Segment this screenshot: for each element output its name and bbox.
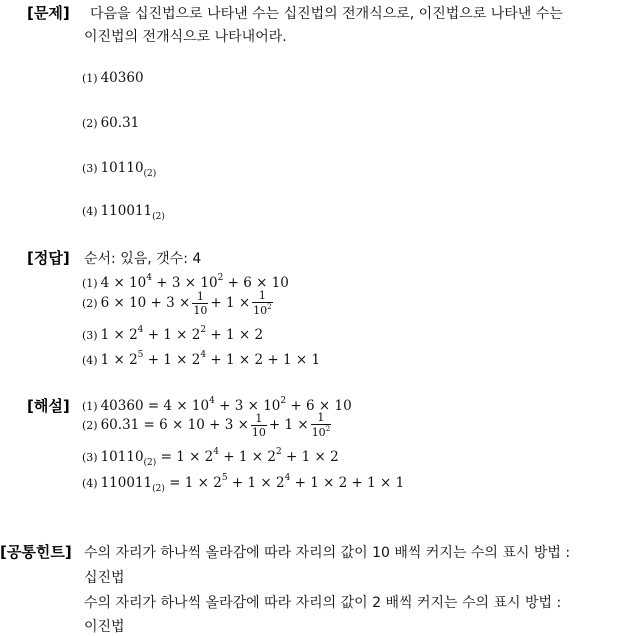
problem-tag: [문제] bbox=[27, 4, 70, 22]
answer-item-1: (1) $4 \times 10^4 + 3 \times 10^2 + 6 \times 10$ bbox=[82, 273, 289, 291]
hint-tag: [공통힌트] bbox=[0, 543, 72, 561]
answer-tag: [정답] bbox=[27, 249, 70, 267]
problem-item-1: (1) 40360 bbox=[82, 70, 144, 86]
hint-line2b: 이진법 bbox=[84, 619, 125, 635]
fraction: $\frac{1}{10}$ bbox=[251, 411, 266, 439]
answer-item-3: (3) $1 \times 2^4 + 1 \times 2^2 + 1 \times 2$ bbox=[82, 325, 264, 343]
fraction: $\frac{1}{10^2}$ bbox=[253, 289, 272, 318]
problem-item-3: (3) $10110_{(2)}$ bbox=[82, 160, 157, 179]
answer-meta: 순서: 있음, 갯수: 4 bbox=[84, 251, 202, 267]
hint-line1b: 십진법 bbox=[84, 570, 125, 586]
problem-item-4: (4) $110011_{(2)}$ bbox=[82, 203, 165, 222]
solution-tag: [해설] bbox=[27, 397, 70, 415]
answer-item-2: (2) 6 × 10 + 3 × $\frac{1}{10}$ + 1 × $\frac{1}{10^2}$ bbox=[82, 289, 272, 318]
solution-item-3: (3) $10110_{(2)} = 1 \times 2^4 + 1 \times 2^2 + 1 \times 2$ bbox=[82, 447, 339, 468]
answer-item-4: (4) $1 \times 2^5 + 1 \times 2^4 + 1 \times 2 + 1 \times 1$ bbox=[82, 350, 321, 368]
solution-item-1: (1) $40360 = 4 \times 10^4 + 3 \times 10^2 + 6 \times 10$ bbox=[82, 396, 352, 414]
solution-item-2: (2) 60.31 = 6 × 10 + 3 × $\frac{1}{10}$ + 1 × $\frac{1}{10^2}$ bbox=[82, 411, 331, 440]
problem-item-2: (2) 60.31 bbox=[82, 115, 140, 131]
fraction: $\frac{1}{10}$ bbox=[193, 289, 208, 317]
solution-item-4: (4) $110011_{(2)} = 1 \times 2^5 + 1 \times 2^4 + 1 \times 2 + 1 \times 1$ bbox=[82, 473, 405, 494]
fraction: $\frac{1}{10^2}$ bbox=[311, 411, 331, 440]
problem-text-line2: 이진법의 전개식으로 나타내어라. bbox=[84, 29, 287, 45]
problem-text-line1: 다음을 십진법으로 나타낸 수는 십진법의 전개식으로, 이진법으로 나타낸 수는 bbox=[90, 6, 563, 22]
hint-line2a: 수의 자리가 하나씩 올라감에 따라 자리의 값이 2 배씩 커지는 수의 표시 방법 : bbox=[84, 595, 562, 611]
hint-line1a: 수의 자리가 하나씩 올라감에 따라 자리의 값이 10 배씩 커지는 수의 표시 방법 : bbox=[84, 545, 571, 561]
